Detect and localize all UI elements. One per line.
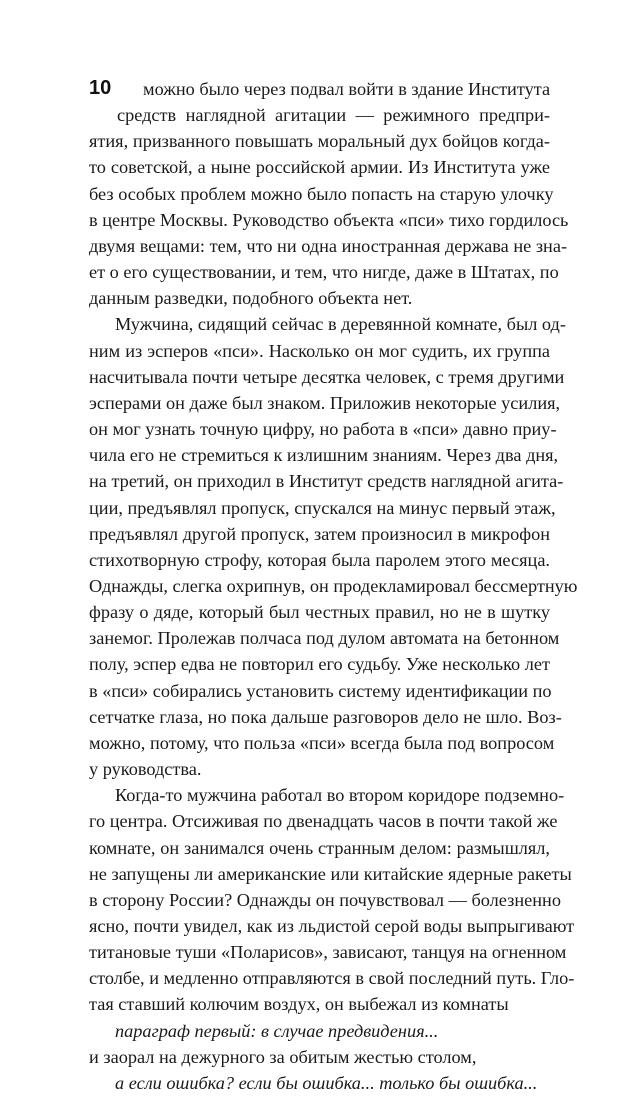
text-line: можно, потому, что польза «пси» всегда была под вопросом [89, 732, 555, 753]
text-line: он мог узнать точную цифру, но работа в «пси» давно приу- [89, 419, 557, 440]
italic-line-1 [89, 1018, 550, 1044]
text-line: ет о его существовании, и тем, что нигде, даже в Штатах, по [89, 262, 559, 283]
text-line: и заорал на дежурного за обитым жестью столом, [89, 1046, 477, 1067]
text-line: не запущены ли американские или китайские ядерные ракеты [89, 863, 572, 884]
text-line: фразу о дяде, который был честных правил, но не в шутку [89, 602, 550, 623]
text-line: занемог. Пролежав полчаса под дулом автомата на бетонном [89, 628, 560, 649]
text-line: ции, предъявлял пропуск, спускался на минус первый этаж, [89, 497, 556, 518]
text-line: стихотворную строфу, которая была паролем этого месяца. [89, 549, 550, 570]
text-line: титановые туши «Поларисов», зависают, танцуя на огненном [89, 942, 567, 963]
text-line: предъявлял другой пропуск, затем произносил в микрофон [89, 523, 550, 544]
text-line: чила его не стремиться к излишним знаниям. Через два дня, [89, 445, 559, 466]
text-line: параграф первый: в случае предвидения... [115, 1020, 439, 1041]
page-number: 10 [89, 77, 112, 99]
text-line: ним из эсперов «пси». Насколько он мог судить, их группа [89, 340, 550, 361]
text-line: столбе, и медленно отправляются в свой последний путь. Гло- [89, 968, 575, 989]
text-line: ятия, призванного повышать моральный дух бойцов когда- [89, 131, 550, 152]
text-line: в центре Москвы. Руководство объекта «пси» тихо гордилось [89, 209, 569, 230]
text-line: ясно, почти увидел, как из льдистой серой воды выпрыгивают [89, 916, 575, 936]
text-line: в «пси» собирались установить систему идентификации по [89, 680, 552, 701]
text-line: Когда-то мужчина работал во втором коридоре подземно- [115, 785, 565, 806]
paragraph-1 [89, 76, 569, 311]
text-line: можно было через подвал войти в здание Института [143, 79, 551, 99]
text-line: го центра. Отсиживая по двенадцать часов в почти такой же [89, 811, 558, 832]
text-line: Мужчина, сидящий сейчас в деревянной комнате, был од- [115, 314, 566, 335]
text-line: на третий, он приходил в Институт средств наглядной агита- [89, 471, 564, 492]
text-line: двумя вещами: тем, что ни одна иностранная держава не зна- [89, 235, 568, 256]
text-line: данным разведки, подобного объекта нет. [89, 288, 413, 309]
paragraph-3 [89, 782, 575, 1017]
text-line: сетчатке глаза, но пока дальше разговоров дело не шло. Воз- [89, 706, 562, 727]
text-line: без особых проблем можно было попасть на старую улочку [89, 183, 554, 204]
text-line: средств наглядной агитации — режимного предпри- [117, 105, 550, 126]
paragraph-4 [89, 1044, 550, 1070]
text-line: тая ставший колючим воздух, он выбежал из комнаты [89, 994, 509, 1015]
text-line: а если ошибка? если бы ошибка... только бы ошибка... [115, 1072, 538, 1093]
text-line: насчитывала почти четыре десятка человек, с тремя другими [89, 366, 565, 387]
paragraph-2 [89, 311, 578, 782]
text-line: полу, эспер едва не повторил его судьбу. Уже несколько лет [89, 654, 550, 675]
text-line: то советской, а ныне российской армии. Из Института уже [89, 157, 550, 178]
body-text [89, 76, 578, 1096]
text-line: у руководства. [89, 759, 202, 780]
italic-line-2 [89, 1070, 550, 1096]
text-line: в сторону России? Однажды он почувствовал — болезненно [89, 889, 561, 910]
text-line: Однажды, слегка охрипнув, он продекламировал бессмертную [89, 575, 578, 596]
text-line: эсперами он даже был знаком. Приложив некоторые усилия, [89, 392, 561, 413]
text-line: комнате, он занимался очень странным делом: размышлял, [89, 837, 550, 858]
